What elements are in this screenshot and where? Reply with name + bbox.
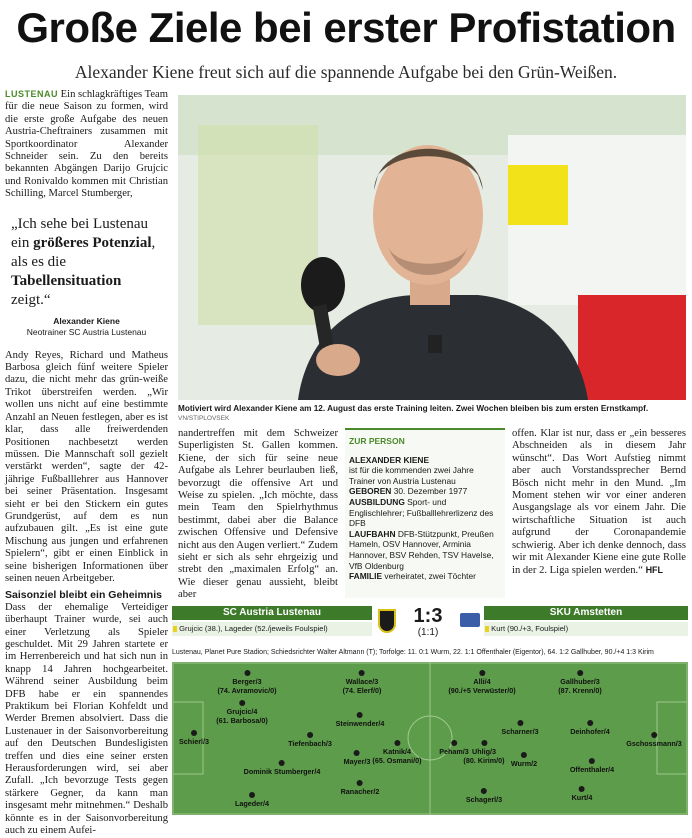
- home-player: [244, 760, 321, 776]
- player-name: Gschossmann/3: [626, 739, 682, 748]
- player-dot-icon: [481, 740, 487, 746]
- player-name: Schierl/3: [179, 737, 209, 746]
- box-intro: ist für die kommenden zwei Jahre Trainer von Austria Lustenau: [349, 465, 474, 486]
- quote-role: Neotrainer SC Austria Lustenau: [26, 326, 147, 337]
- quote-author: Alexander Kiene: [53, 315, 120, 326]
- home-player: [344, 750, 371, 766]
- player-substitution: (61. Barbosa/0): [216, 716, 268, 725]
- player-name: Offenthaler/4: [569, 765, 615, 774]
- away-team: SKU Amstetten: [484, 606, 688, 620]
- away-player: [501, 720, 538, 736]
- player-dot-icon: [451, 740, 457, 746]
- away-player: [448, 670, 515, 695]
- person-info-box: ZUR PERSON ALEXANDER KIENE ist für die kommenden zwei Jahre Trainer von Austria Lustenau GEBOREN 30. Dezember 1977 AUSBILDUNG Sport- und Englischlehrer; Fußballlehrerlizenz des DFB LAUFBAHN DFB-Stützpunkt, Preußen Hameln, OSV Hannover, Arminia Hannover, BSV Rehden, TSV Havelse, VfB Oldenburg FAMILIE verheiratet, zwei Töchter: [345, 428, 505, 598]
- column-2: [178, 428, 338, 602]
- trainer-photo: [178, 95, 686, 400]
- player-dot-icon: [517, 720, 523, 726]
- player-name: Scharner/3: [501, 727, 539, 736]
- trainer-photo-illustration: [178, 95, 686, 400]
- yellow-card-icon: [173, 626, 177, 632]
- player-name: Katnik/4: [383, 747, 411, 756]
- player-dot-icon: [307, 732, 313, 738]
- home-player: [218, 670, 277, 695]
- photo-caption: Motiviert wird Alexander Kiene am 12. August das erste Training leiten. Zwei Wochen bleiben bis zum ersten Ernstkampf. VN/STIPLOVSEK: [178, 404, 649, 422]
- headline: Große Ziele bei erster Profistation: [16, 4, 676, 51]
- home-scorers: Grujcic (38.), Lageder (52./jeweils Foulspiel): [172, 622, 372, 636]
- away-player: [570, 720, 610, 736]
- player-name: Ranacher/2: [340, 787, 380, 796]
- player-name: Lageder/4: [235, 799, 269, 808]
- column-2-text: nandertreffen mit dem Schweizer Superligisten St. Gallen kommen. Kiene, der sich für seine neue Aufgabe als Lehrer beurlauben ließ, bevorzugt die offensive Art und Weise zu spielen. „Ich möchte, dass mein Team den Spielrhythmus bestimmt, dabei aber die Balance zwischen Offensive und Defensive nicht aus den Augen verliert.“ Zudem sieht er sich als sehr ehrgeizig und strebt den „maximalen Erfolg“ an. Wie dieser genau aussieht, bleibt aber: [178, 428, 338, 601]
- player-name: Schagerl/3: [465, 795, 503, 804]
- box-born: 30. Dezember 1977: [393, 486, 468, 497]
- player-name: Alli/4: [473, 677, 491, 686]
- paragraph-3: Dass der ehemalige Verteidiger überhaupt Trainer wurde, sei auch einer Verletzung als Spieler geschuldet. Mit 29 Jahren startete er im Herrenbereich und hat sich nun in knapp 14 Jahren hochgearbeitet. Während seiner Ausbildung beim DFB habe er ein spannendes Praktikum bei Florian Kohfeldt und Werder Bremen absolviert. Dass die Lustenauer in der Saisonvorbereitung auf den Deutschen Bundesligisten treffen und dies eine seiner ersten Herausforderungen wird, sei aber Zufall. „Ich bevorzuge Tests gegen stärkere Gegner, da kann man insgesamt mehr mitnehmen.“ Deshalb könnte es in der Saisonvorbereitung auch zu einem Aufei-: [5, 601, 168, 837]
- player-dot-icon: [249, 792, 255, 798]
- dateline: LUSTENAU: [5, 89, 58, 99]
- player-substitution: (65. Osmani/0): [372, 756, 422, 765]
- halftime-score: (1:1): [417, 627, 439, 638]
- away-scorers: Kurt (90./+3, Foulspiel): [484, 622, 688, 636]
- player-name: Gallhuber/3: [560, 677, 600, 686]
- player-dot-icon: [579, 786, 585, 792]
- column-1: [5, 88, 168, 838]
- pull-quote: „Ich sehe bei Lustenau ein größeres Potenzial, als es die Tabellensituation zeigt.“: [11, 215, 156, 308]
- player-name: Tiefenbach/3: [288, 739, 332, 748]
- home-player: [341, 780, 380, 796]
- home-player: [288, 732, 332, 748]
- player-dot-icon: [357, 712, 363, 718]
- player-name: Steinwender/4: [335, 719, 385, 728]
- player-name: Berger/3: [232, 677, 262, 686]
- player-dot-icon: [521, 752, 527, 758]
- player-name: Grujcic/4: [226, 707, 258, 716]
- player-dot-icon: [481, 788, 487, 794]
- player-substitution: (74. Avramovic/0): [217, 686, 277, 695]
- home-player: [336, 712, 385, 728]
- player-dot-icon: [357, 780, 363, 786]
- player-name: Wurm/2: [510, 759, 538, 768]
- box-title: ZUR PERSON: [349, 436, 405, 446]
- away-player: [511, 752, 537, 768]
- player-substitution: (80. Kirim/0): [463, 756, 505, 765]
- player-dot-icon: [239, 700, 245, 706]
- player-name: Uhlig/3: [472, 747, 496, 756]
- player-name: Dominik Stumberger/4: [243, 767, 321, 776]
- player-name: Kurt/4: [571, 793, 593, 802]
- home-player: [235, 792, 269, 808]
- player-dot-icon: [651, 732, 657, 738]
- yellow-card-icon: [485, 626, 489, 632]
- section-subtitle: Saisonziel bleibt ein Geheimnis: [5, 589, 162, 602]
- home-player: [179, 730, 209, 746]
- subhead: Alexander Kiene freut sich auf die spannende Aufgabe bei den Grün-Weißen.: [74, 62, 618, 82]
- box-family: verheiratet, zwei Töchter: [384, 571, 476, 582]
- box-career: DFB-Stützpunkt, Preußen Hameln, OSV Hannover, Arminia Hannover, BSV Rehden, TSV Havelse, VfB Oldenburg: [349, 528, 494, 571]
- player-dot-icon: [479, 670, 485, 676]
- column-4: [512, 428, 686, 578]
- author-signature: HFL: [645, 565, 664, 576]
- home-team: SC Austria Lustenau: [172, 606, 372, 620]
- away-player: [570, 758, 614, 774]
- paragraph-1: Ein schlagkräftiges Team für die neue Saison zu formen, wird die erste große Aufgabe des neuen Austria-Cheftrainers zusammen mit Sportkoordinator Alexander Schneider sein. Zu den bereits bekannten Abgängen Darijo Grujcic und Ronivaldo kommen mit Christian Schilling, Marcel Stumberger,: [5, 89, 168, 200]
- player-dot-icon: [279, 760, 285, 766]
- away-player: [463, 740, 504, 765]
- match-header: [172, 605, 688, 641]
- away-player: [466, 788, 502, 804]
- player-name: Peham/3: [439, 747, 469, 756]
- pitch: [172, 662, 688, 815]
- box-education: Sport- und Englischlehrer; Fußballlehrerlizenz des DFB: [349, 496, 494, 529]
- player-name: Deinhofer/4: [570, 727, 610, 736]
- player-dot-icon: [589, 758, 595, 764]
- away-player: [626, 732, 682, 748]
- player-dot-icon: [587, 720, 593, 726]
- home-crest-icon: [378, 609, 396, 633]
- player-dot-icon: [244, 670, 250, 676]
- box-name: ALEXANDER KIENE: [349, 454, 430, 465]
- player-dot-icon: [191, 730, 197, 736]
- home-player: [343, 670, 382, 695]
- player-dot-icon: [394, 740, 400, 746]
- paragraph-2: Andy Reyes, Richard und Matheus Barbosa gleich fünf weitere Spieler dazu, die nicht mehr das grün-weiße Trikot überstreifen werden. „Wir wollen uns nicht auf eine bestimmte Anzahl an Neuen festlegen, aber es ist klar, dass alle freiwerdenden Positionen nachbesetzt werden müssen. Die Mannschaft soll gezielt verstärkt werden“, sagte der 42-jährige Fußballlehrer aus Hannover bei seiner Präsentation. Insgesamt sieht er bei den Stickern ein gutes Grundgerüst, auf dem es nun aufzubauen gilt. „Es ist eine gute Mischung aus jungen und erfahrenen Spielern“, gibt er einen Einblick in seine bisherigen Informationen über seinen neuen Arbeitgeber.: [5, 349, 168, 584]
- player-substitution: (74. Elerf/0): [342, 686, 382, 695]
- player-name: Wallace/3: [345, 677, 379, 686]
- away-player: [558, 670, 602, 695]
- match-info: Lustenau, Planet Pure Stadion; Schiedsrichter Walter Altmann (T); Torfolge: 11. 0:1 Wurm, 22. 1:1 Offenthaler (Eigentor), 64. 1:2 Gallhuber, 90./+4 1:3 Kirim: [172, 649, 654, 656]
- player-name: Mayer/3: [343, 757, 371, 766]
- player-dot-icon: [354, 750, 360, 756]
- photo-credit: VN/STIPLOVSEK: [178, 415, 230, 422]
- match-report: [172, 605, 688, 815]
- player-dot-icon: [359, 670, 365, 676]
- player-substitution: (87. Krenn/0): [558, 686, 602, 695]
- home-player: [372, 740, 421, 765]
- player-substitution: (90./+5 Verwüster/0): [448, 686, 516, 695]
- away-player: [572, 786, 593, 802]
- final-score: 1:3: [413, 605, 443, 627]
- player-dot-icon: [577, 670, 583, 676]
- column-4-text: offen. Klar ist nur, dass er „ein besseres Abschneiden als in diesem Jahr wünscht“. Das Wort Aufstieg nimmt aber auch Vorstandssprecher Bernd Bösch nicht mehr in den Mund. „Im Moment stehen wir vor einer anderen Ausgangslage als vor einem Jahr. Die wirtschaftliche Situation ist auch aufgrund der Coronapandemie schwierig. Aber ich denke dennoch, dass wir mit Alexander Kiene eine gute Rolle in der 2. Liga spielen werden.“: [512, 428, 686, 577]
- away-crest-icon: [460, 613, 480, 627]
- home-player: [216, 700, 268, 725]
